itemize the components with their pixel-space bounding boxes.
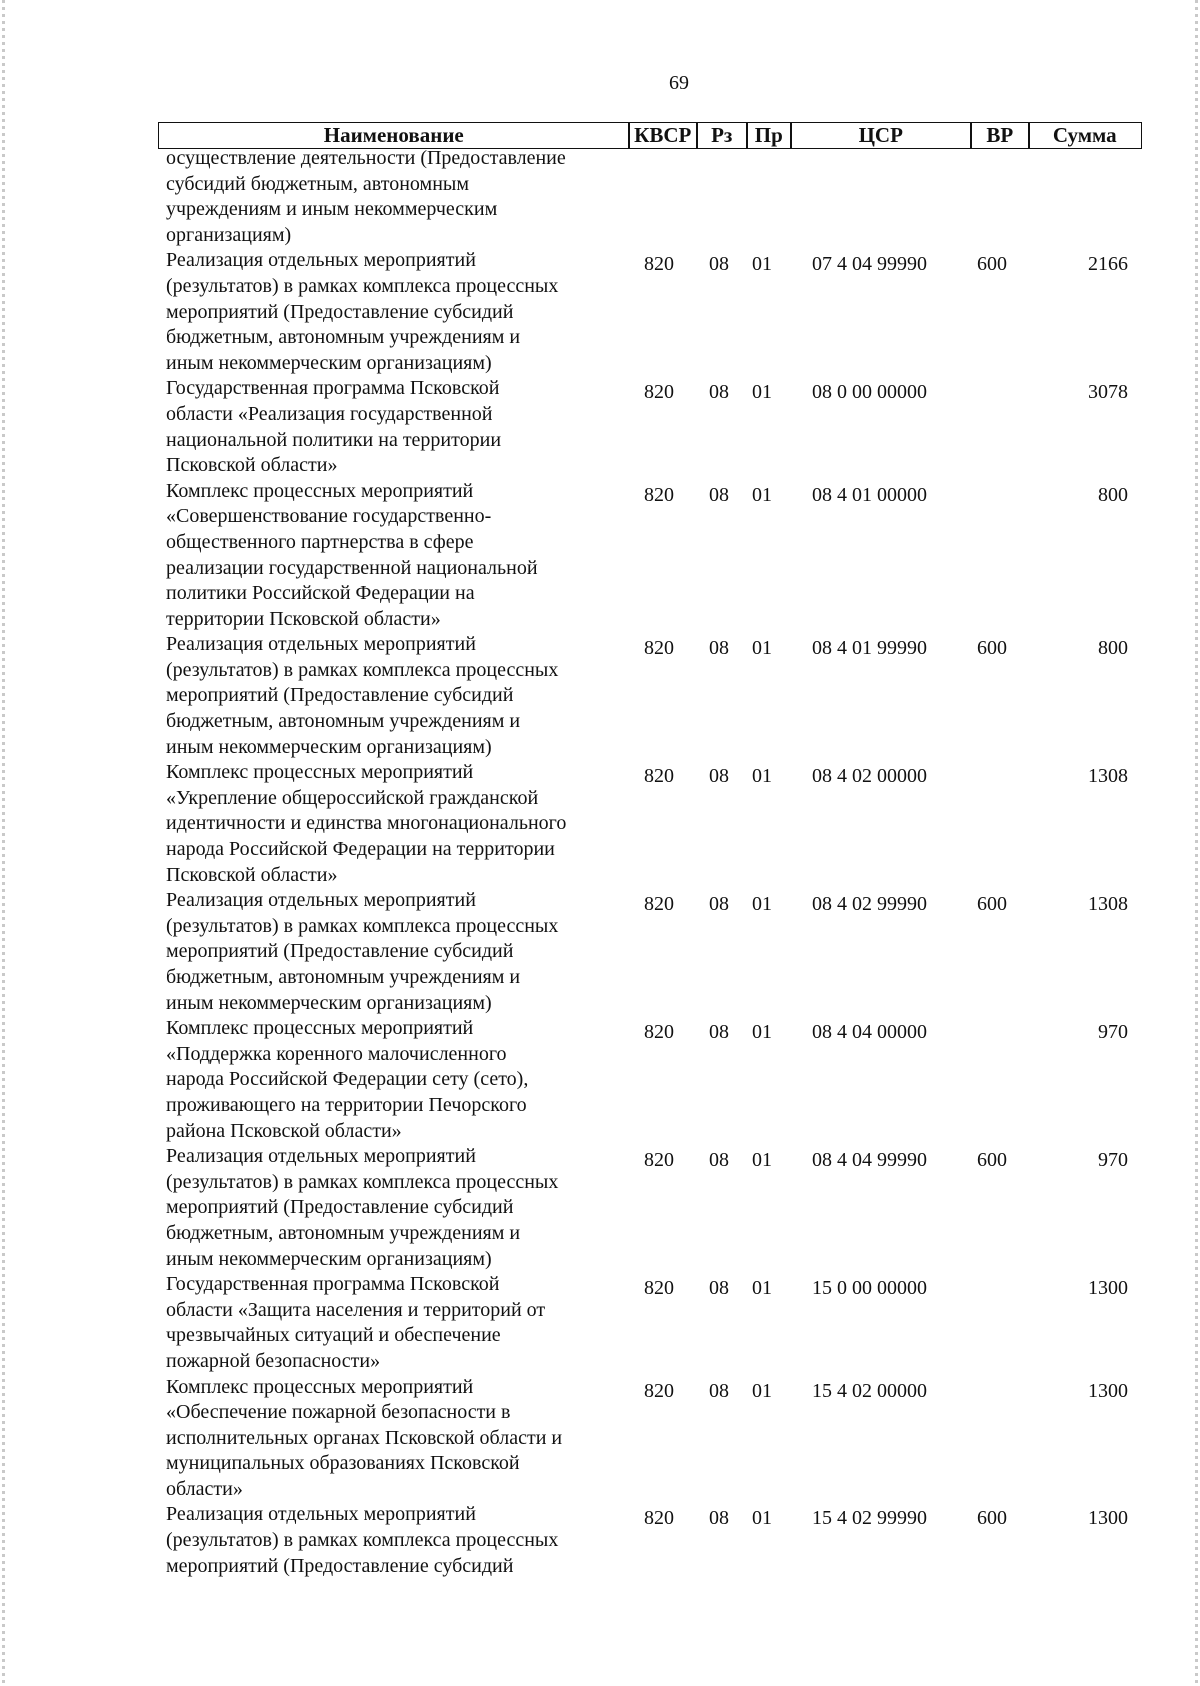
row-sum: 1308: [1088, 765, 1128, 788]
row-name: осуществление деятельности (Предоставление субсидий бюджетным, автономным учреждениям и иным некоммерческим организациям): [166, 147, 566, 246]
row-kvsr: 820: [644, 893, 674, 916]
header-name: Наименование: [158, 122, 630, 149]
table-row: [0, 1272, 1200, 1374]
row-name: Комплекс процессных мероприятий «Поддержка коренного малочисленного народа Российской Федерации сету (сето), проживающего на территории Печорского района Псковской области»: [166, 1017, 529, 1142]
header-kvsr: КВСР: [628, 122, 698, 149]
row-pr: 01: [752, 1021, 772, 1044]
table-row: [0, 1375, 1200, 1503]
row-pr: 01: [752, 1507, 772, 1530]
row-pr: 01: [752, 765, 772, 788]
table-row: [0, 146, 1200, 248]
row-name: Реализация отдельных мероприятий (результатов) в рамках комплекса процессных мероприятий (Предоставление субсидий бюджетным, автономным учреждениям и иным некоммерческим организациям): [166, 249, 559, 374]
row-vr: 600: [977, 637, 1007, 660]
table-row: [0, 1016, 1200, 1144]
row-pr: 01: [752, 253, 772, 276]
row-kvsr: 820: [644, 1149, 674, 1172]
row-name: Реализация отдельных мероприятий (результатов) в рамках комплекса процессных мероприятий (Предоставление субсидий бюджетным, автономным учреждениям и иным некоммерческим организациям): [166, 889, 559, 1014]
row-csr: 08 4 01 99990: [812, 637, 927, 660]
row-sum: 970: [1098, 1149, 1128, 1172]
row-name: Комплекс процессных мероприятий «Обеспечение пожарной безопасности в исполнительных органах Псковской области и муниципальных образованиях Псковской области»: [166, 1375, 563, 1500]
row-vr: 600: [977, 1507, 1007, 1530]
table-row: [0, 376, 1200, 478]
header-pr: Пр: [746, 122, 792, 149]
row-kvsr: 820: [644, 253, 674, 276]
row-kvsr: 820: [644, 1021, 674, 1044]
row-vr: 600: [977, 253, 1007, 276]
row-csr: 15 4 02 99990: [812, 1507, 927, 1530]
row-sum: 1308: [1088, 893, 1128, 916]
row-sum: 1300: [1088, 1277, 1128, 1300]
row-sum: 3078: [1088, 381, 1128, 404]
row-csr: 08 0 00 00000: [812, 381, 927, 404]
row-sum: 970: [1098, 1021, 1128, 1044]
row-rz: 08: [709, 1021, 729, 1044]
row-rz: 08: [709, 1507, 729, 1530]
budget-table: [0, 146, 1200, 1579]
row-rz: 08: [709, 765, 729, 788]
row-kvsr: 820: [644, 1277, 674, 1300]
row-rz: 08: [709, 1277, 729, 1300]
row-pr: 01: [752, 1149, 772, 1172]
row-kvsr: 820: [644, 1507, 674, 1530]
row-name: Реализация отдельных мероприятий (результатов) в рамках комплекса процессных мероприятий (Предоставление субсидий: [166, 1503, 559, 1577]
table-row: [0, 1144, 1200, 1272]
row-pr: 01: [752, 893, 772, 916]
row-sum: 2166: [1088, 253, 1128, 276]
row-csr: 08 4 01 00000: [812, 483, 927, 506]
row-kvsr: 820: [644, 483, 674, 506]
row-rz: 08: [709, 381, 729, 404]
row-csr: 08 4 04 99990: [812, 1149, 927, 1172]
row-rz: 08: [709, 1149, 729, 1172]
row-pr: 01: [752, 483, 772, 506]
header-csr: ЦСР: [790, 122, 972, 149]
row-sum: 1300: [1088, 1507, 1128, 1530]
row-sum: 1300: [1088, 1379, 1128, 1402]
table-row: [0, 760, 1200, 888]
table-header: [158, 122, 1140, 149]
table-row: [0, 888, 1200, 1016]
row-pr: 01: [752, 1277, 772, 1300]
row-csr: 15 4 02 00000: [812, 1379, 927, 1402]
row-sum: 800: [1098, 483, 1128, 506]
row-pr: 01: [752, 1379, 772, 1402]
row-kvsr: 820: [644, 381, 674, 404]
table-row: [0, 1502, 1200, 1579]
row-rz: 08: [709, 893, 729, 916]
row-rz: 08: [709, 1379, 729, 1402]
row-csr: 08 4 02 00000: [812, 765, 927, 788]
row-csr: 08 4 04 00000: [812, 1021, 927, 1044]
row-vr: 600: [977, 1149, 1007, 1172]
row-name: Комплекс процессных мероприятий «Совершенствование государственно- общественного партнерства в сфере реализации государственной национальной политики Российской Федерации на территории Псковской области»: [166, 479, 538, 630]
row-csr: 07 4 04 99990: [812, 253, 927, 276]
row-vr: 600: [977, 893, 1007, 916]
row-name: Государственная программа Псковской области «Реализация государственной национальной политики на территории Псковской области»: [166, 377, 502, 477]
table-row: [0, 479, 1200, 633]
row-name: Реализация отдельных мероприятий (результатов) в рамках комплекса процессных мероприятий (Предоставление субсидий бюджетным, автономным учреждениям и иным некоммерческим организациям): [166, 633, 559, 758]
table-row: [0, 632, 1200, 760]
header-vr: ВР: [970, 122, 1030, 149]
row-kvsr: 820: [644, 1379, 674, 1402]
row-pr: 01: [752, 381, 772, 404]
row-rz: 08: [709, 253, 729, 276]
row-sum: 800: [1098, 637, 1128, 660]
row-name: Государственная программа Псковской области «Защита населения и территорий от чрезвычайных ситуаций и обеспечение пожарной безопасности»: [166, 1273, 546, 1372]
page-number: 69: [669, 72, 689, 94]
row-rz: 08: [709, 637, 729, 660]
row-kvsr: 820: [644, 765, 674, 788]
table-row: [0, 248, 1200, 376]
row-csr: 15 0 00 00000: [812, 1277, 927, 1300]
row-name: Комплекс процессных мероприятий «Укрепление общероссийской гражданской идентичности и единства многонационального народа Российской Федерации на территории Псковской области»: [166, 761, 567, 886]
row-name: Реализация отдельных мероприятий (результатов) в рамках комплекса процессных мероприятий (Предоставление субсидий бюджетным, автономным учреждениям и иным некоммерческим организациям): [166, 1145, 559, 1270]
header-rz: Рз: [696, 122, 748, 149]
row-csr: 08 4 02 99990: [812, 893, 927, 916]
row-pr: 01: [752, 637, 772, 660]
header-sum: Сумма: [1028, 122, 1142, 149]
row-rz: 08: [709, 483, 729, 506]
row-kvsr: 820: [644, 637, 674, 660]
